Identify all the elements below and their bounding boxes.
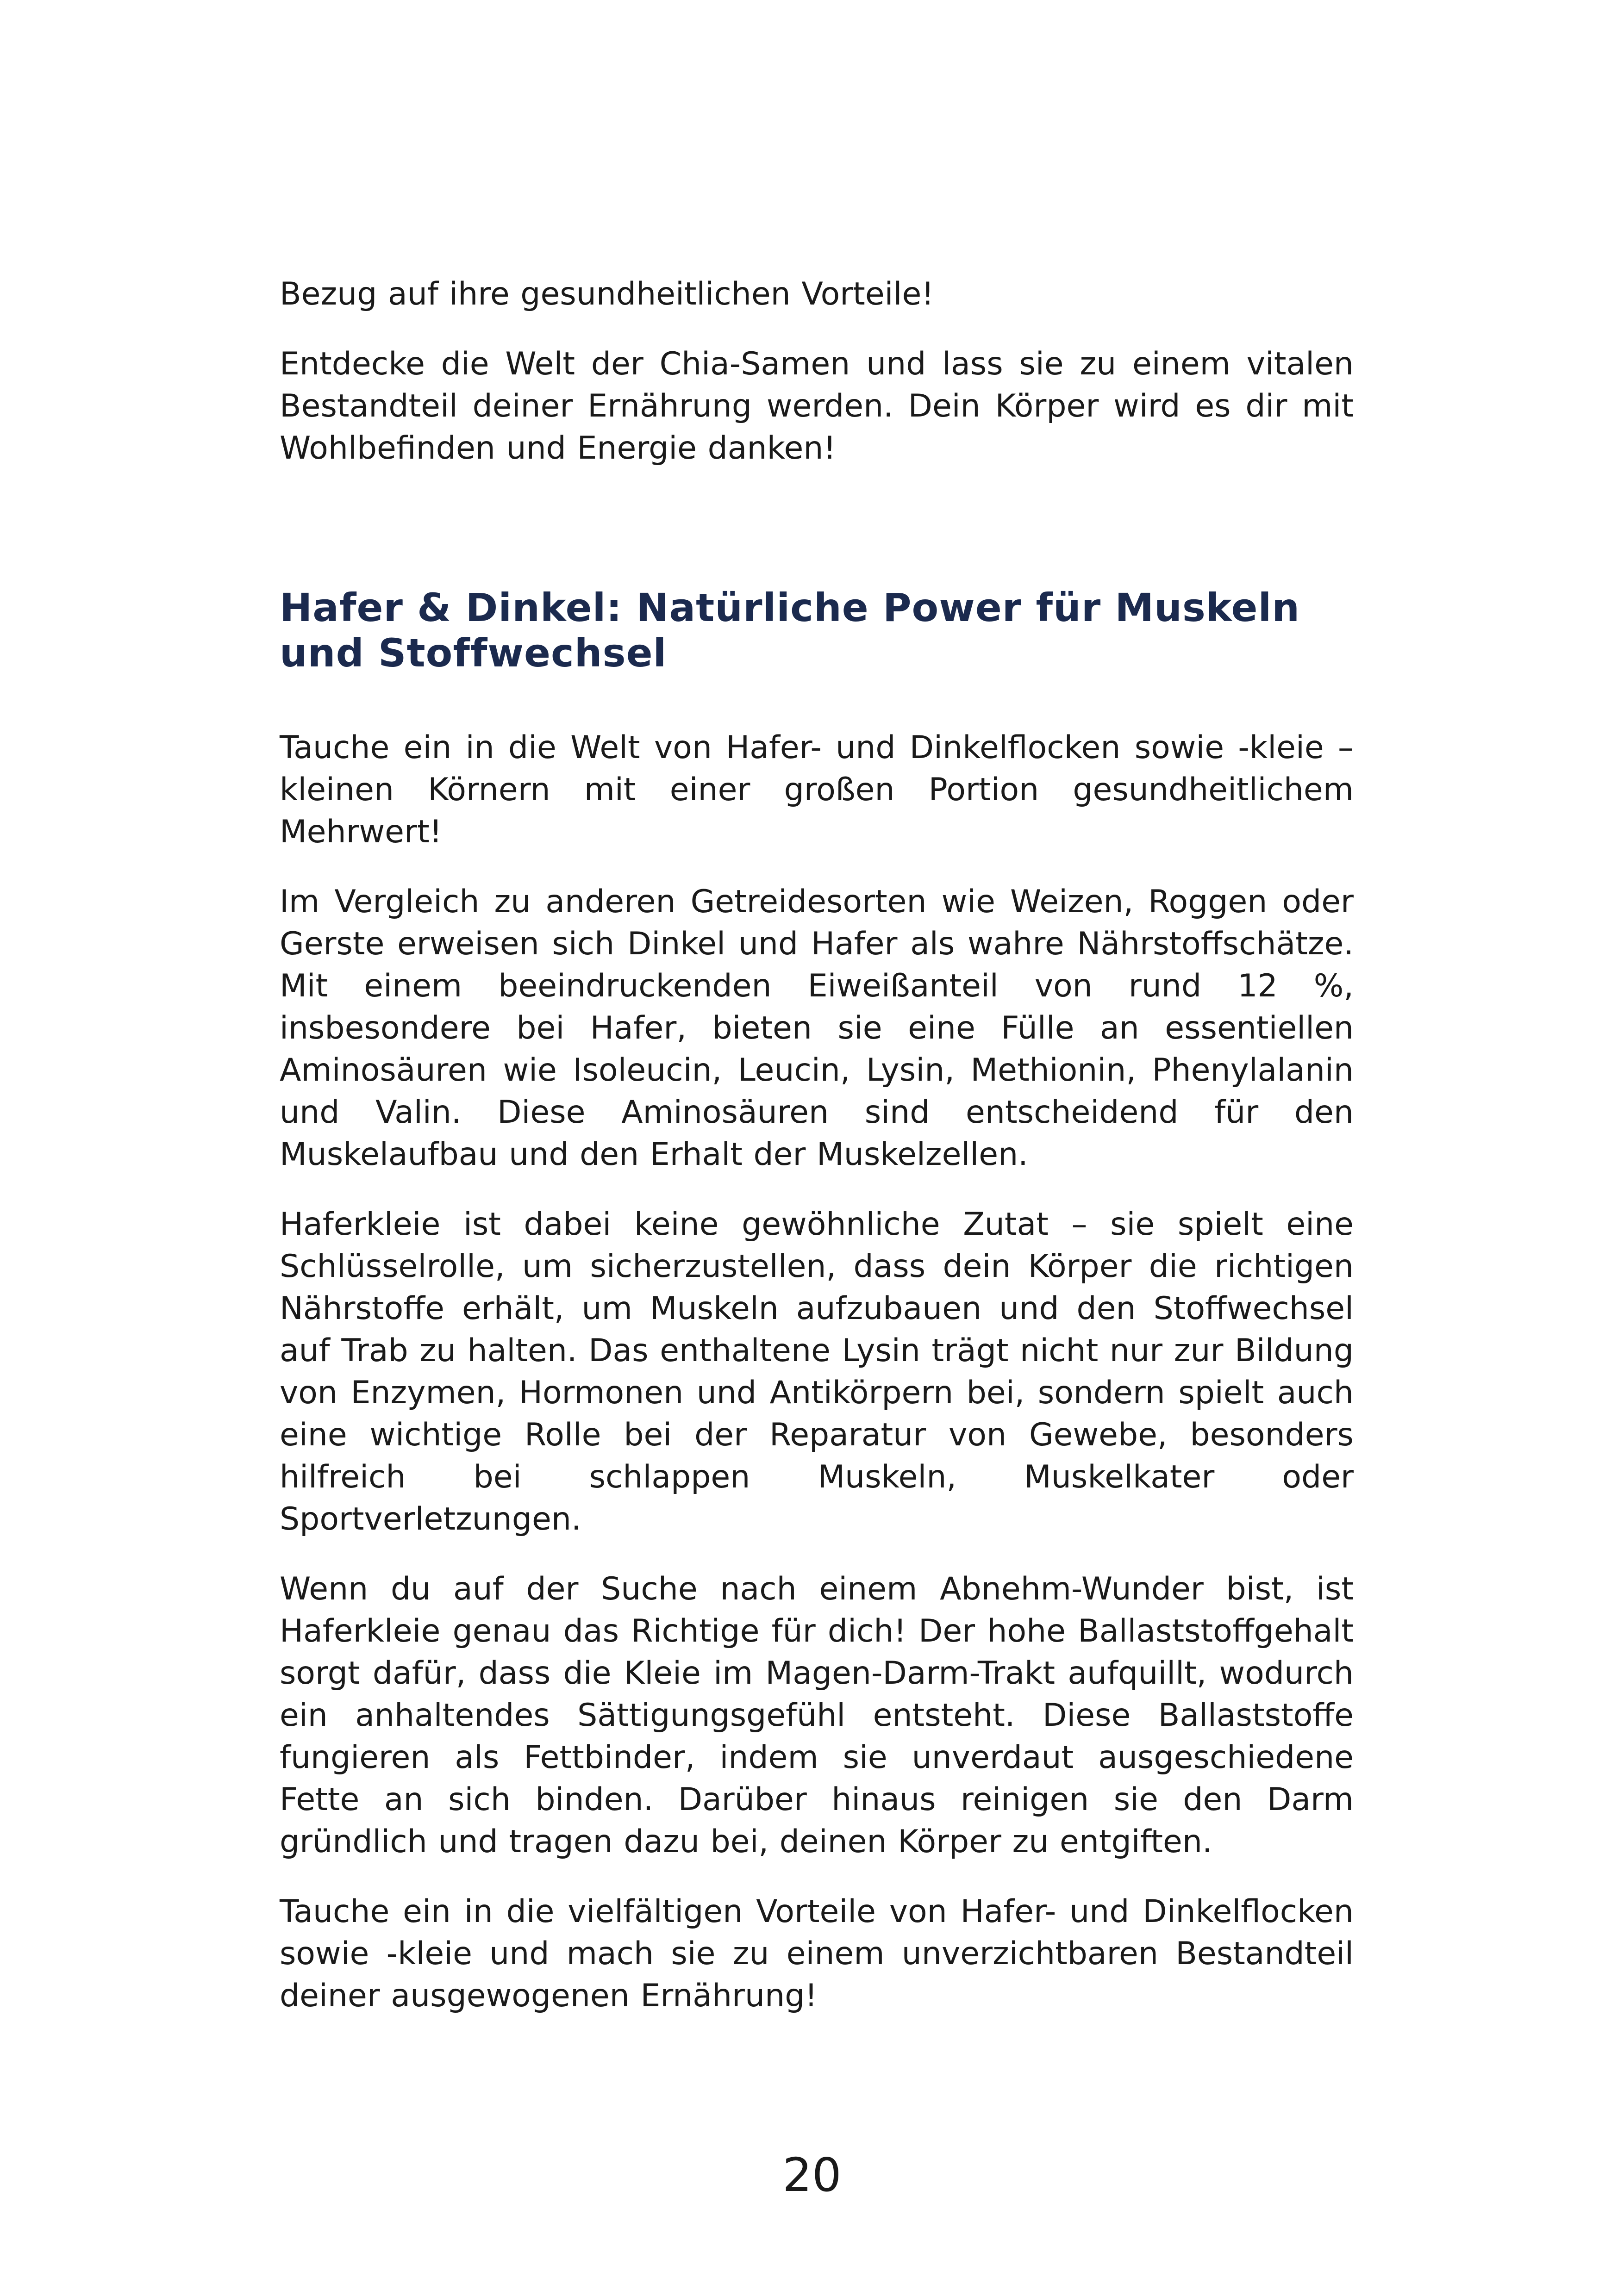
page-content: [280, 273, 1354, 2017]
section-paragraph-2: Im Vergleich zu anderen Getreidesorten wie Weizen, Roggen oder Gerste erweisen sich Dinkel und Hafer als wahre Nährstoffschätze. Mit einem beeindruckenden Eiweißanteil von rund 12 %, insbesondere bei Hafer, bieten sie eine Fülle an essentiellen Aminosäuren wie Isoleucin, Leucin, Lysin, Methionin, Phenylalanin und Valin. Diese Aminosäuren sind entscheidend für den Muskelaufbau und den Erhalt der Muskelzellen.: [280, 884, 1354, 1173]
intro-paragraph-2: Entdecke die Welt der Chia-Samen und lass sie zu einem vitalen Bestandteil deiner Ernährung werden. Dein Körper wird es dir mit Wohlbefinden und Energie danken!: [280, 346, 1354, 467]
section-heading: Hafer & Dinkel: Natürliche Power für Muskeln und Stoffwechsel: [280, 585, 1300, 676]
intro-paragraph-1: Bezug auf ihre gesundheitlichen Vorteile!: [280, 276, 934, 312]
page-number: 20: [782, 2148, 842, 2202]
section-paragraph-3: Haferkleie ist dabei keine gewöhnliche Zutat – sie spielt eine Schlüsselrolle, um sicherzustellen, dass dein Körper die richtigen Nährstoffe erhält, um Muskeln aufzubauen und den Stoffwechsel auf Trab zu halten. Das enthaltene Lysin trägt nicht nur zur Bildung von Enzymen, Hormonen und Antikörpern bei, sondern spielt auch eine wichtige Rolle bei der Reparatur von Gewebe, besonders hilfreich bei schlappen Muskeln, Muskelkater oder Sportverletzungen.: [280, 1206, 1354, 1537]
section-paragraph-5: Tauche ein in die vielfältigen Vorteile von Hafer- und Dinkelflocken sowie -kleie und mach sie zu einem unverzichtbaren Bestandteil deiner ausgewogenen Ernährung!: [280, 1893, 1354, 2014]
section-paragraph-1: Tauche ein in die Welt von Hafer- und Dinkelflocken sowie -kleie – kleinen Körnern mit einer großen Portion gesundheitlichem Mehrwert!: [280, 729, 1354, 850]
section-paragraph-4: Wenn du auf der Suche nach einem Abnehm-Wunder bist, ist Haferkleie genau das Richtige für dich! Der hohe Ballaststoffgehalt sorgt dafür, dass die Kleie im Magen-Darm-Trakt aufquillt, wodurch ein anhaltendes Sättigungsgefühl entsteht. Diese Ballaststoffe fungieren als Fettbinder, indem sie unverdaut ausgeschiedene Fette an sich binden. Darüber hinaus reinigen sie den Darm gründlich und tragen dazu bei, deinen Körper zu entgiften.: [280, 1571, 1354, 1860]
